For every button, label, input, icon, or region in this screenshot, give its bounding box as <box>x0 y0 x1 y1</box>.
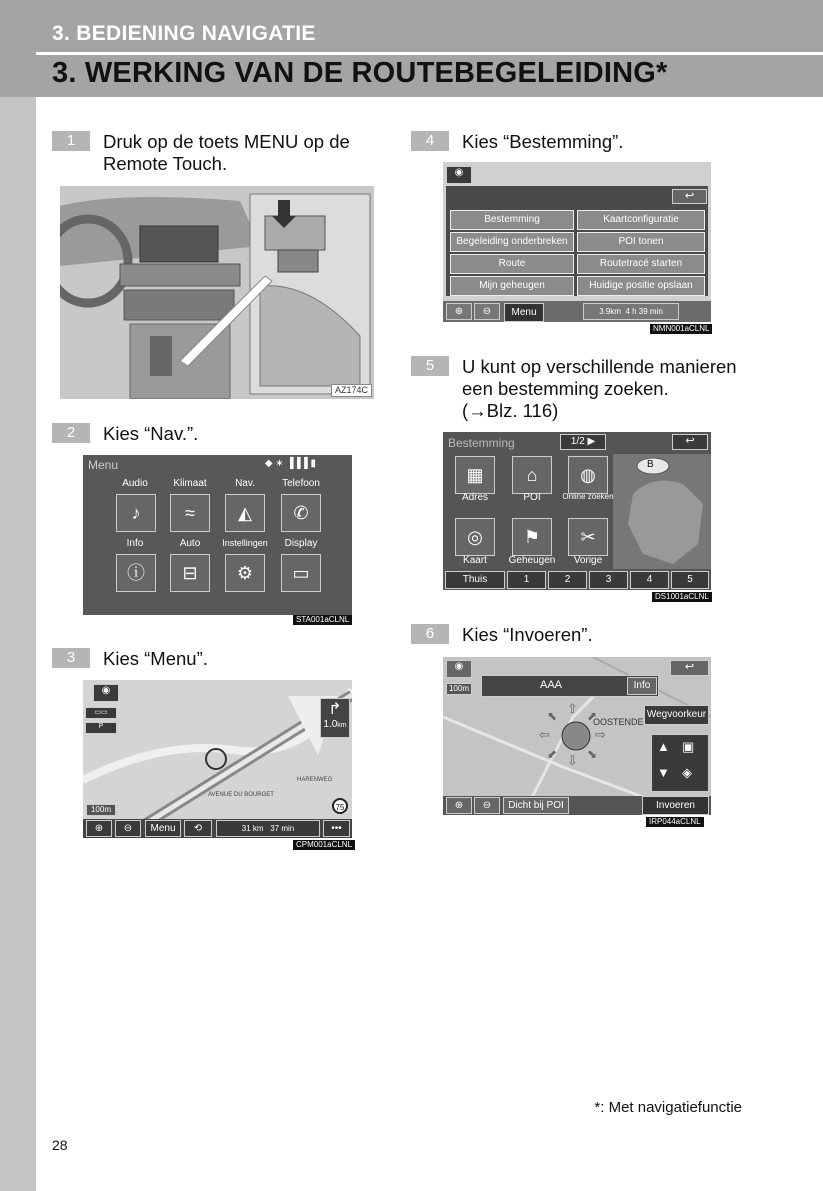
map-scale: 100m <box>86 804 116 816</box>
menu-label-info: Info <box>126 538 144 549</box>
scroll-arrows[interactable] <box>539 701 609 771</box>
menu-label-audio: Audio <box>122 478 148 489</box>
preset-3-button[interactable]: 3 <box>589 571 628 589</box>
car-icon[interactable]: ⊟ <box>170 554 210 592</box>
step-5-line-1: U kunt op verschillende manieren <box>462 356 737 377</box>
lane-icon: ▭▭ <box>85 707 117 719</box>
step-5-number: 5 <box>411 356 449 376</box>
status-icons: ◆ ∗ ▐▐▐ ▮ <box>264 458 316 469</box>
arrow-ur-icon[interactable]: ⬈ <box>587 709 598 723</box>
zoom-in-button[interactable]: ⊕ <box>446 797 472 814</box>
dest-label-poi: POI <box>523 492 541 503</box>
road-type-icon-1[interactable]: ▲ <box>657 739 670 754</box>
menu-label-nav: Nav. <box>235 478 255 489</box>
destination-screen <box>443 432 711 590</box>
turn-distance: 1.0 <box>323 719 338 730</box>
menu-label-klimaat: Klimaat <box>173 478 207 489</box>
step-3-text: Kies “Menu”. <box>103 648 208 669</box>
climate-icon[interactable]: ≈ <box>170 494 210 532</box>
step-6-text: Kies “Invoeren”. <box>462 624 593 645</box>
step-5-line-3: (→Blz. 116) <box>462 400 559 421</box>
parking-icon: P <box>85 722 117 734</box>
arrow-dr-icon[interactable]: ⬊ <box>587 747 598 761</box>
street-label-2: HARENWEG <box>297 777 333 783</box>
arrow-left-icon[interactable]: ⇦ <box>539 727 550 742</box>
step-4-text: Kies “Bestemming”. <box>462 131 624 152</box>
info-button[interactable]: Info <box>627 677 657 695</box>
nav-trip-km: 3.9km <box>599 307 621 316</box>
menu-label-display: Display <box>284 538 318 549</box>
step-4-caption: NMN001aCLNL <box>650 324 712 334</box>
compass-icon[interactable]: ◉ <box>446 166 472 184</box>
mijn-geheugen-button[interactable]: Mijn geheugen <box>450 276 574 296</box>
street-label-1: AVENUE DU BOURGET <box>208 792 274 798</box>
step-5-text <box>462 356 737 422</box>
kaartconfiguratie-button[interactable]: Kaartconfiguratie <box>577 210 705 230</box>
reroute-icon[interactable]: ⟲ <box>184 820 212 837</box>
road-type-icon-3[interactable]: ▼ <box>657 765 670 780</box>
arrow-ul-icon[interactable]: ⬉ <box>547 709 558 723</box>
phone-icon[interactable]: ✆ <box>281 494 321 532</box>
zoom-out-button[interactable]: ⊖ <box>115 820 141 837</box>
map-screen <box>83 680 352 838</box>
poi-icon[interactable]: ⌂ <box>512 456 552 494</box>
more-button[interactable]: ••• <box>323 820 350 837</box>
compass-icon[interactable]: ◉ <box>93 684 119 702</box>
map-drawing <box>83 680 352 838</box>
zoom-in-button[interactable]: ⊕ <box>446 303 472 320</box>
road-type-icon-2[interactable]: ▣ <box>682 739 695 754</box>
step-5-line-2: een bestemming zoeken. <box>462 378 669 399</box>
route-button[interactable]: Route <box>450 254 574 274</box>
display-icon[interactable]: ▭ <box>281 554 321 592</box>
dest-label-adres: Adres <box>461 492 489 503</box>
poi-tonen-button[interactable]: POI tonen <box>577 232 705 252</box>
turn-arrow-icon: ↱ <box>328 701 342 718</box>
menu-label-telefoon: Telefoon <box>282 478 320 489</box>
step-6-caption: IRP044aCLNL <box>646 817 704 827</box>
arrow-right-icon[interactable]: ⇨ <box>595 727 606 742</box>
europe-map <box>613 454 711 569</box>
back-button[interactable]: ↩ <box>672 189 707 204</box>
routetrace-starten-button[interactable]: Routetracé starten <box>577 254 705 274</box>
route-options-panel <box>651 734 709 792</box>
settings-icon[interactable]: ⚙ <box>225 554 265 592</box>
step-6-number: 6 <box>411 624 449 644</box>
trip-min: 37 min <box>270 824 295 833</box>
dest-title: Bestemming <box>448 436 515 450</box>
footnote: *: Met navigatiefunctie <box>594 1099 742 1116</box>
compass-icon[interactable]: ◉ <box>446 660 472 678</box>
zoom-in-button[interactable]: ⊕ <box>86 820 112 837</box>
preset-5-button[interactable]: 5 <box>671 571 709 589</box>
arrow-down-icon[interactable]: ⇩ <box>567 753 578 768</box>
turn-distance-unit: km <box>337 722 347 729</box>
begeleiding-onderbreken-button[interactable]: Begeleiding onderbreken <box>450 232 574 252</box>
page-title: 3. WERKING VAN DE ROUTEBEGELEIDING* <box>52 57 668 89</box>
menu-label-auto: Auto <box>179 538 201 549</box>
step-1-line-1: Druk op de toets MENU op de <box>103 131 350 152</box>
info-icon[interactable]: ⓘ <box>116 554 156 592</box>
dest-label-vorige: Vorige <box>573 555 603 566</box>
step-4-number: 4 <box>411 131 449 151</box>
invoeren-button[interactable]: Invoeren <box>642 796 709 815</box>
address-icon[interactable]: ▦ <box>455 456 495 494</box>
dest-label-online: Online zoeken <box>562 492 614 501</box>
step-3-number: 3 <box>52 648 90 668</box>
header-divider <box>36 52 823 55</box>
trip-km: 31 km <box>241 824 264 833</box>
dest-label-geheugen: Geheugen <box>508 555 556 566</box>
dicht-bij-poi-button[interactable]: Dicht bij POI <box>503 797 569 814</box>
page-sidebar <box>0 0 36 1191</box>
trip-info <box>216 820 320 837</box>
audio-icon[interactable]: ♪ <box>116 494 156 532</box>
step-3-caption: CPM001aCLNL <box>293 840 355 850</box>
zoom-out-button[interactable]: ⊖ <box>474 797 500 814</box>
city-label: OOSTENDE <box>593 717 644 727</box>
home-button[interactable]: Thuis <box>445 571 505 589</box>
speed-limit-icon: 75 <box>332 798 348 814</box>
nav-trip-time: 4 h 39 min <box>625 307 663 316</box>
nav-menu-button[interactable]: Menu <box>504 303 544 322</box>
dashboard-drawing <box>60 186 374 399</box>
previous-icon[interactable]: ✂ <box>568 518 608 556</box>
bestemming-button[interactable]: Bestemming <box>450 210 574 230</box>
preset-1-button[interactable]: 1 <box>507 571 546 589</box>
step-5-caption: DS1001aCLNL <box>652 592 712 602</box>
huidige-positie-opslaan-button[interactable]: Huidige positie opslaan <box>577 276 705 296</box>
wegvoorkeur-button[interactable]: Wegvoorkeur <box>644 705 709 725</box>
memory-flag-icon[interactable]: ⚑ <box>512 518 552 556</box>
nav-icon[interactable]: ◭ <box>225 494 265 532</box>
back-button[interactable]: ↩ <box>670 660 709 676</box>
nav-menu-screen <box>443 162 711 322</box>
flag-b: B <box>647 459 654 470</box>
page-indicator[interactable]: 1/2 ▶ <box>560 434 606 450</box>
dest-label-kaart: Kaart <box>463 555 487 566</box>
menu-screen-title: Menu <box>88 458 119 472</box>
map-compass-icon[interactable]: ◎ <box>455 518 495 556</box>
enter-screen <box>443 657 711 815</box>
menu-label-instellingen: Instellingen <box>222 538 268 548</box>
page-number: 28 <box>52 1137 68 1153</box>
europe-map-drawing <box>613 454 711 569</box>
back-button[interactable]: ↩ <box>672 434 708 450</box>
nav-trip-info <box>583 303 679 320</box>
arrow-up-icon[interactable]: ⇧ <box>567 701 578 716</box>
online-search-icon[interactable]: ◍ <box>568 456 608 494</box>
preset-2-button[interactable]: 2 <box>548 571 587 589</box>
step-2-text: Kies “Nav.”. <box>103 423 199 444</box>
arrow-dl-icon[interactable]: ⬋ <box>547 747 558 761</box>
turn-panel <box>320 698 350 738</box>
dashboard-illustration <box>60 186 374 399</box>
page-indicator-text: 1/2 <box>570 436 585 447</box>
step-1-number: 1 <box>52 131 90 151</box>
map-menu-button[interactable]: Menu <box>145 820 181 837</box>
road-type-icon-4[interactable]: ◈ <box>682 765 692 780</box>
step-2-caption: STA001aCLNL <box>293 615 352 625</box>
search-value: AAA <box>540 679 563 691</box>
enter-map-scale: 100m <box>446 683 472 695</box>
zoom-out-button[interactable]: ⊖ <box>474 303 500 320</box>
step-2-number: 2 <box>52 423 90 443</box>
step-1-caption: AZ174C <box>331 384 372 397</box>
step-1-line-2: Remote Touch. <box>103 153 228 174</box>
preset-4-button[interactable]: 4 <box>630 571 669 589</box>
menu-screen <box>83 455 352 615</box>
section-title: 3. BEDIENING NAVIGATIE <box>52 22 316 45</box>
step-1-text <box>103 131 350 175</box>
